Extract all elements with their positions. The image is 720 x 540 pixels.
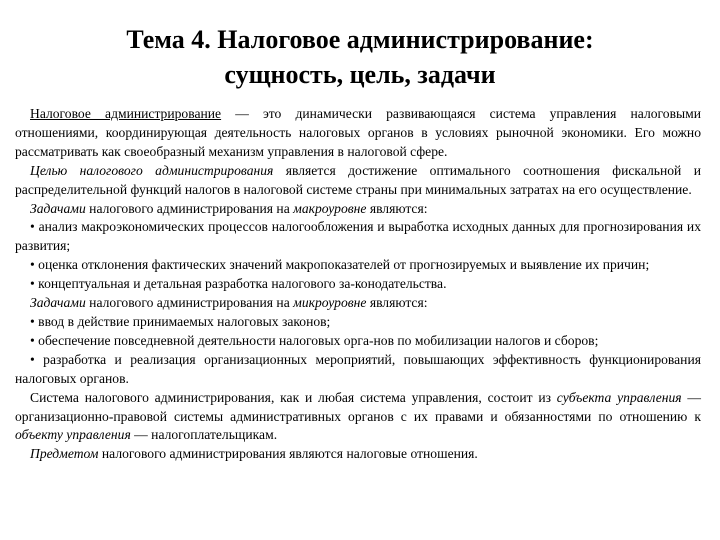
goal-text: является достижение оптимального соотношения фискальной и распределительной функций налогов в налоговой системе страны при минимальных затратах на его осуществление. [15, 162, 701, 197]
system-paragraph [15, 389, 701, 446]
macro-item: • анализ макроэкономических процессов налогообложения и выработка исходных данных для прогнозирования их развития; [15, 219, 701, 254]
object-term: объекту управления [15, 427, 131, 443]
micro-tail: являются: [366, 295, 428, 311]
micro-item: • обеспечение повседневной деятельности налоговых орга-нов по мобилизации налогов и сборов; [30, 332, 599, 348]
definition-text: — это динамически развивающаяся система управления налоговыми отношениями, координирующая деятельность налоговых органов в условиях рыночной экономики. Его можно рассматривать как своеобразный механизм управления в налоговой сфере. [15, 106, 702, 159]
definition-term: Налоговое администрирование [30, 106, 222, 121]
micro-heading [15, 294, 701, 313]
page-title [0, 22, 720, 92]
macro-lead: Задачами [30, 200, 86, 216]
subject-matter-lead: Предметом [30, 446, 99, 462]
subject-term: субъекта управления [556, 389, 682, 405]
system-text-2: — организационно-правовой системы административных органов с их правами и обязанностями по отношению к [15, 389, 701, 424]
micro-mid: налогового администрирования на [85, 295, 294, 311]
macro-level: макроуровне [293, 200, 367, 216]
goal-paragraph [15, 162, 701, 200]
definition-paragraph [15, 105, 701, 162]
macro-item: • концептуальная и детальная разработка налогового за-конодательства. [30, 276, 447, 292]
goal-lead: Целью налогового администрирования [30, 162, 274, 178]
title-line-2: сущность, цель, задачи [224, 60, 496, 89]
system-text-1: Система налогового администрирования, как и любая система управления, состоит из [30, 389, 557, 405]
macro-item: • оценка отклонения фактических значений макропоказателей от прогнозируемых и выявление их причин; [30, 257, 650, 273]
micro-level: микроуровне [293, 295, 367, 311]
body-text [15, 105, 701, 464]
macro-heading [15, 200, 701, 219]
title-line-1: Тема 4. Налоговое администрирование: [126, 25, 594, 54]
micro-item: • ввод в действие принимаемых налоговых законов; [30, 313, 331, 329]
micro-item: • разработка и реализация организационных мероприятий, повышающих эффективность функционирования налоговых органов. [15, 351, 701, 386]
macro-tail: являются: [366, 200, 428, 216]
micro-lead: Задачами [30, 295, 86, 311]
system-text-3: — налогоплательщикам. [130, 427, 278, 443]
macro-mid: налогового администрирования на [85, 200, 294, 216]
subject-matter-paragraph [15, 445, 701, 464]
subject-matter-text: налогового администрирования являются налоговые отношения. [98, 446, 478, 462]
